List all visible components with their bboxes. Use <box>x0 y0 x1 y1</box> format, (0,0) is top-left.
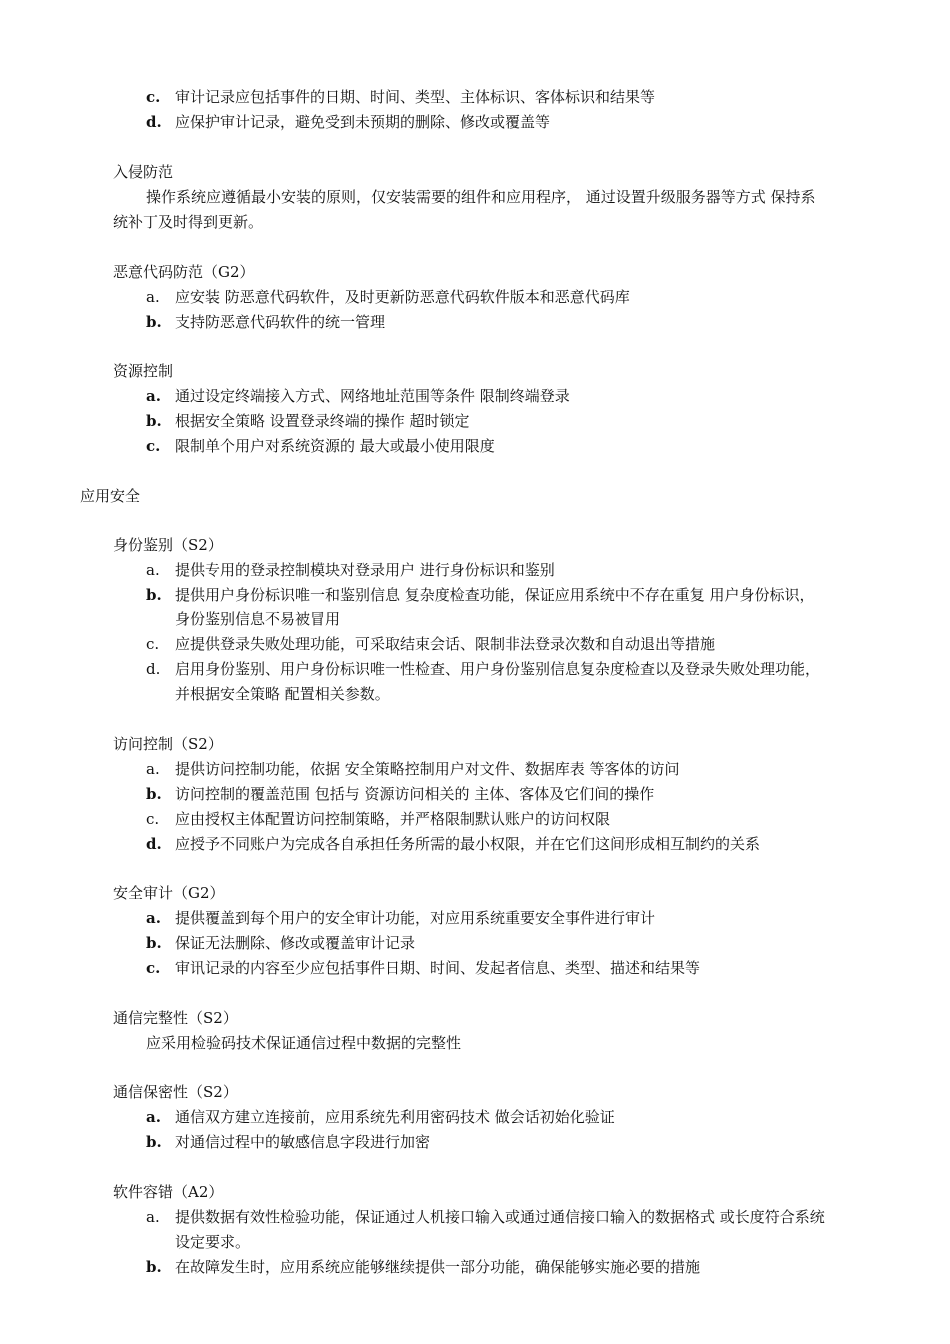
list-marker: d. <box>146 835 162 853</box>
section-heading-identity: 身份鉴别（S2） <box>113 536 223 554</box>
list-marker: c. <box>146 437 161 455</box>
list-marker: b. <box>146 412 162 430</box>
list-item: 审讯记录的内容至少应包括事件日期、时间、发起者信息、类型、描述和结果等 <box>175 959 701 977</box>
list-marker: b. <box>146 785 162 803</box>
list-marker: c. <box>146 88 161 106</box>
list-item: 提供专用的登录控制模块对登录用户 进行身份标识和鉴别 <box>175 561 555 579</box>
list-item: 提供访问控制功能，依据 安全策略控制用户对文件、数据库表 等客体的访问 <box>175 760 680 778</box>
intrusion-paragraph-line: 操作系统应遵循最小安装的原则，仅安装需要的组件和应用程序， 通过设置升级服务器等方式 保持系 <box>146 188 816 206</box>
list-item: 支持防恶意代码软件的统一管理 <box>175 313 386 331</box>
list-marker: b. <box>146 586 162 604</box>
list-item-continuation: 设定要求。 <box>175 1233 251 1251</box>
list-marker: a. <box>146 909 161 927</box>
list-marker: c. <box>146 810 160 828</box>
list-item: 保证无法删除、修改或覆盖审计记录 <box>175 934 416 952</box>
list-marker: a. <box>146 288 160 306</box>
list-item: 根据安全策略 设置登录终端的操作 超时锁定 <box>175 412 470 430</box>
list-item: 应提供登录失败处理功能，可采取结束会话、限制非法登录次数和自动退出等措施 <box>175 635 716 653</box>
list-item: 应保护审计记录，避免受到未预期的删除、修改或覆盖等 <box>175 113 551 131</box>
list-marker: a. <box>146 760 160 778</box>
list-item: 限制单个用户对系统资源的 最大或最小使用限度 <box>175 437 495 455</box>
list-item: 提供用户身份标识唯一和鉴别信息 复杂度检查功能，保证应用系统中不存在重复 用户身份标识， <box>175 586 815 604</box>
section-heading-fault-tolerance: 软件容错（A2） <box>113 1183 224 1201</box>
section-heading-malware: 恶意代码防范（G2） <box>113 263 255 281</box>
list-item: 访问控制的覆盖范围 包括与 资源访问相关的 主体、客体及它们间的操作 <box>175 785 655 803</box>
chapter-heading-application-security: 应用安全 <box>80 487 141 505</box>
list-item-continuation: 身份鉴别信息不易被冒用 <box>175 610 341 628</box>
list-item-continuation: 并根据安全策略 配置相关参数。 <box>175 685 390 703</box>
integrity-text: 应采用检验码技术保证通信过程中数据的完整性 <box>146 1034 462 1052</box>
section-heading-resource: 资源控制 <box>113 362 174 380</box>
list-item: 启用身份鉴别、用户身份标识唯一性检查、用户身份鉴别信息复杂度检查以及登录失败处理功能， <box>175 660 821 678</box>
list-marker: b. <box>146 1258 162 1276</box>
list-marker: b. <box>146 934 162 952</box>
list-item: 通信双方建立连接前，应用系统先利用密码技术 做会话初始化验证 <box>175 1108 615 1126</box>
list-item: 对通信过程中的敏感信息字段进行加密 <box>175 1133 431 1151</box>
list-item: 通过设定终端接入方式、网络地址范围等条件 限制终端登录 <box>175 387 570 405</box>
list-marker: a. <box>146 387 161 405</box>
section-heading-intrusion: 入侵防范 <box>113 163 174 181</box>
intrusion-paragraph-line: 统补丁及时得到更新。 <box>113 213 264 231</box>
list-item: 应安装 防恶意代码软件，及时更新防恶意代码软件版本和恶意代码库 <box>175 288 630 306</box>
list-item: 提供覆盖到每个用户的安全审计功能，对应用系统重要安全事件进行审计 <box>175 909 656 927</box>
list-marker: d. <box>146 113 162 131</box>
list-marker: b. <box>146 1133 162 1151</box>
list-marker: c. <box>146 959 161 977</box>
section-heading-integrity: 通信完整性（S2） <box>113 1009 238 1027</box>
section-heading-audit: 安全审计（G2） <box>113 884 225 902</box>
section-heading-access: 访问控制（S2） <box>113 735 223 753</box>
list-marker: a. <box>146 561 160 579</box>
list-item: 在故障发生时，应用系统应能够继续提供一部分功能，确保能够实施必要的措施 <box>175 1258 701 1276</box>
list-marker: d. <box>146 660 161 678</box>
list-marker: a. <box>146 1108 161 1126</box>
list-item: 应由授权主体配置访问控制策略，并严格限制默认账户的访问权限 <box>175 810 611 828</box>
section-heading-confidentiality: 通信保密性（S2） <box>113 1083 238 1101</box>
list-marker: c. <box>146 635 160 653</box>
list-item: 应授予不同账户为完成各自承担任务所需的最小权限，并在它们这间形成相互制约的关系 <box>175 835 761 853</box>
list-marker: b. <box>146 313 162 331</box>
list-marker: a. <box>146 1208 160 1226</box>
list-item: 审计记录应包括事件的日期、时间、类型、主体标识、客体标识和结果等 <box>175 88 656 106</box>
list-item: 提供数据有效性检验功能，保证通过人机接口输入或通过通信接口输入的数据格式 或长度符合系统 <box>175 1208 825 1226</box>
